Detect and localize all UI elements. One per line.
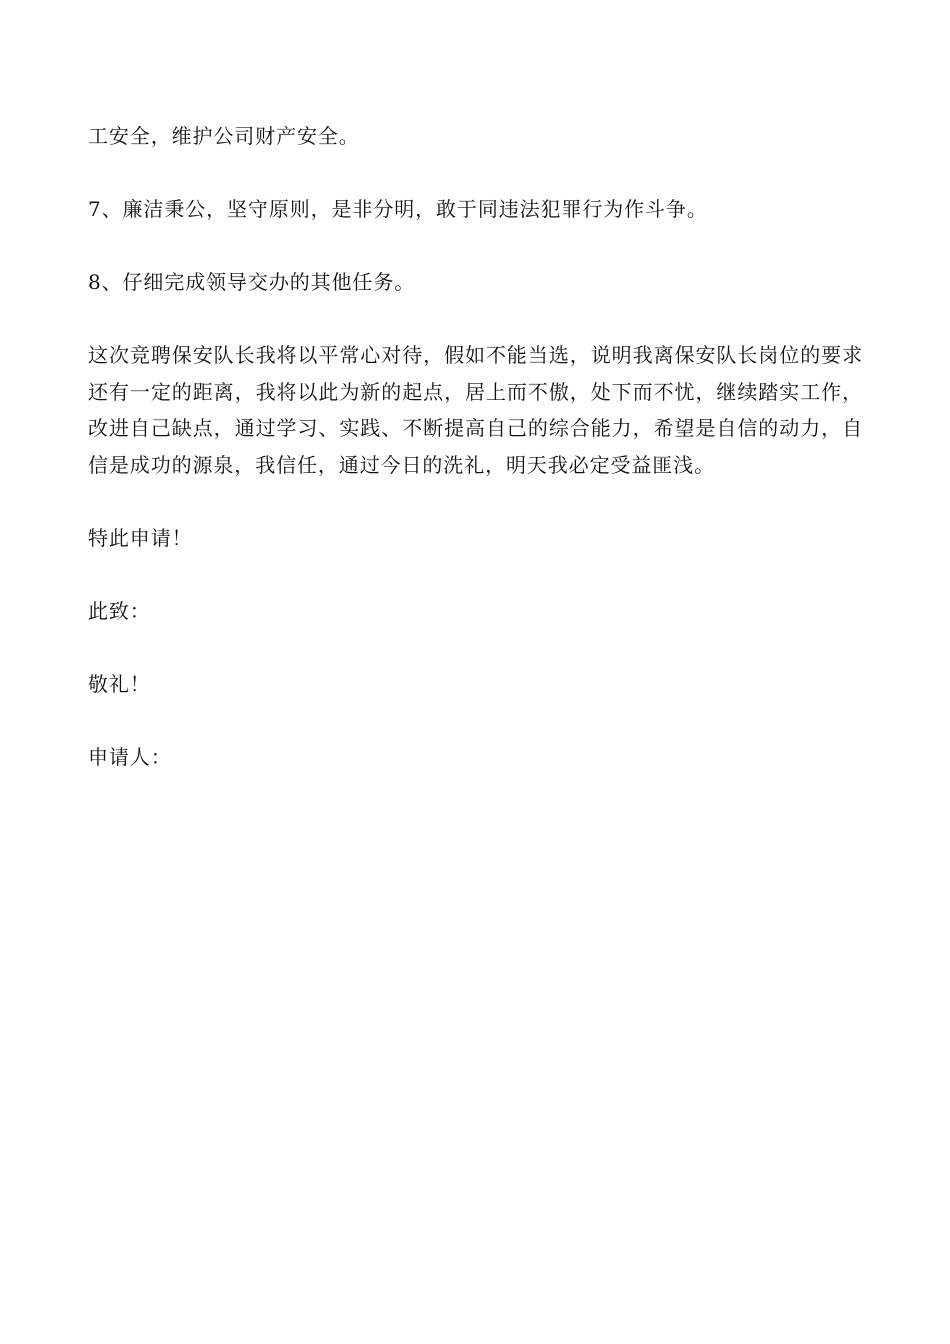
- paragraph-duty-8: 8、仔细完成领导交办的其他任务。: [88, 270, 416, 294]
- document-body: [88, 118, 863, 775]
- paragraph-salutation: 此致：: [88, 598, 151, 623]
- paragraph-hereby-apply: 特此申请！: [88, 525, 193, 550]
- paragraph-applicant: 申请人：: [88, 744, 172, 769]
- paragraph-duty-6-continued: 工安全，维护公司财产安全。: [88, 124, 360, 148]
- paragraph-regards: 敬礼！: [88, 671, 151, 696]
- paragraph-duty-7: 7、廉洁秉公，坚守原则，是非分明，敢于同违法犯罪行为作斗争。: [88, 197, 708, 221]
- paragraph-closing-statement: 这次竞聘保安队长我将以平常心对待，假如不能当选，说明我离保安队长岗位的要求还有一定的距离，我将以此为新的起点，居上而不傲，处下而不忧，继续踏实工作，改进自己缺点，通过学习、实践、不断提高自己的综合能力，希望是自信的动力，自信是成功的源泉，我信任，通过今日的洗礼，明天我必定受益匪浅。: [88, 343, 863, 477]
